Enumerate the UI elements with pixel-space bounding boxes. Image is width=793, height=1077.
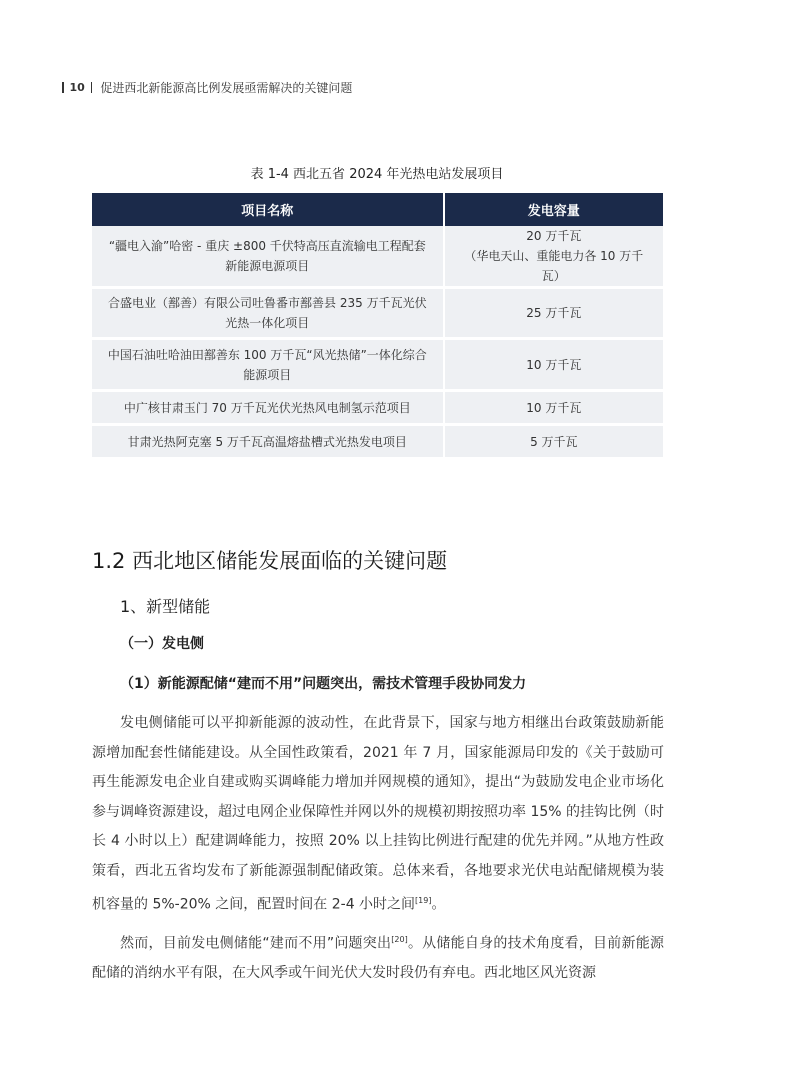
running-header — [62, 79, 352, 96]
header-divider — [91, 82, 93, 93]
section-heading: 1.2 西北地区储能发展面临的关键问题 — [92, 549, 448, 573]
project-name-cell: 合盛电业（鄯善）有限公司吐鲁番市鄯善县 235 万千瓦光伏光热一体化项目 — [92, 289, 445, 340]
point-heading: （1）新能源配储“建而不用”问题突出，需技术管理手段协同发力 — [120, 676, 527, 692]
paragraph-text: 。 — [431, 896, 446, 913]
column-header-name: 项目名称 — [92, 193, 445, 226]
capacity-value: 20 万千瓦 — [526, 229, 582, 243]
table-row — [92, 426, 663, 460]
table-caption: 表 1-4 西北五省 2024 年光热电站发展项目 — [250, 167, 504, 182]
capacity-cell: 10 万千瓦 — [445, 392, 663, 426]
citation-ref: [19] — [415, 896, 432, 905]
citation-ref: [20] — [391, 935, 408, 944]
table-row — [92, 289, 663, 340]
paragraph-text: 发电侧储能可以平抑新能源的波动性，在此背景下，国家与地方相继出台政策鼓励新能源增加配套性储能建设。从全国性政策看，2021 年 7 月，国家能源局印发的《关于鼓励可再生能源发电企业自建或购买调峰能力增加并网规模的通知》，提出“为鼓励发电企业市场化参与调峰资源建设，超过电网企业保障性并网以外的规模初期按照功率 15% 的挂钩比例（时长 4 小时以上）配建调峰能力，按照 20% 以上挂钩比例进行配建的优先并网。”从地方性政策看，西北五省均发布了新能源强制配储政策。总体来看，各地要求光伏电站配储规模为装机容量的 5%-20% 之间，配置时间在 2-4 小时之间 — [92, 715, 665, 913]
subsubsection-heading: （一）发电侧 — [120, 636, 204, 652]
paragraph-text: 然而，目前发电侧储能“建而不用”问题突出 — [120, 935, 392, 952]
capacity-cell: 25 万千瓦 — [445, 289, 663, 340]
header-title: 促进西北新能源高比例发展亟需解决的关键问题 — [100, 81, 353, 95]
capacity-cell — [445, 226, 663, 289]
table-row — [92, 226, 663, 289]
project-name-cell: “疆电入渝”哈密 - 重庆 ±800 千伏特高压直流输电工程配套新能源电源项目 — [92, 226, 445, 289]
header-divider — [62, 82, 64, 93]
capacity-note: （华电天山、重能电力各 10 万千瓦） — [464, 249, 644, 283]
body-paragraph — [92, 925, 664, 989]
table-header-row — [92, 193, 663, 226]
project-name-cell: 中国石油吐哈油田鄯善东 100 万千瓦“风光热储”一体化综合能源项目 — [92, 340, 445, 392]
project-name-cell: 甘肃光热阿克塞 5 万千瓦高温熔盐槽式光热发电项目 — [92, 426, 445, 460]
capacity-cell: 10 万千瓦 — [445, 340, 663, 392]
table-row — [92, 340, 663, 392]
project-name-cell: 中广核甘肃玉门 70 万千瓦光伏光热风电制氢示范项目 — [92, 392, 445, 426]
subsection-heading: 1、新型储能 — [120, 597, 211, 616]
body-paragraph — [92, 709, 664, 920]
table-row — [92, 392, 663, 426]
page-number: 10 — [69, 81, 85, 94]
paragraph-text: 。从储能自身的技术角度看，目前新能源配储的消纳水平有限，在大风季或午间光伏大发时段仍有弃电。西北地区风光资源 — [92, 935, 664, 982]
projects-table — [92, 193, 663, 460]
capacity-cell: 5 万千瓦 — [445, 426, 663, 460]
column-header-capacity: 发电容量 — [445, 193, 663, 226]
